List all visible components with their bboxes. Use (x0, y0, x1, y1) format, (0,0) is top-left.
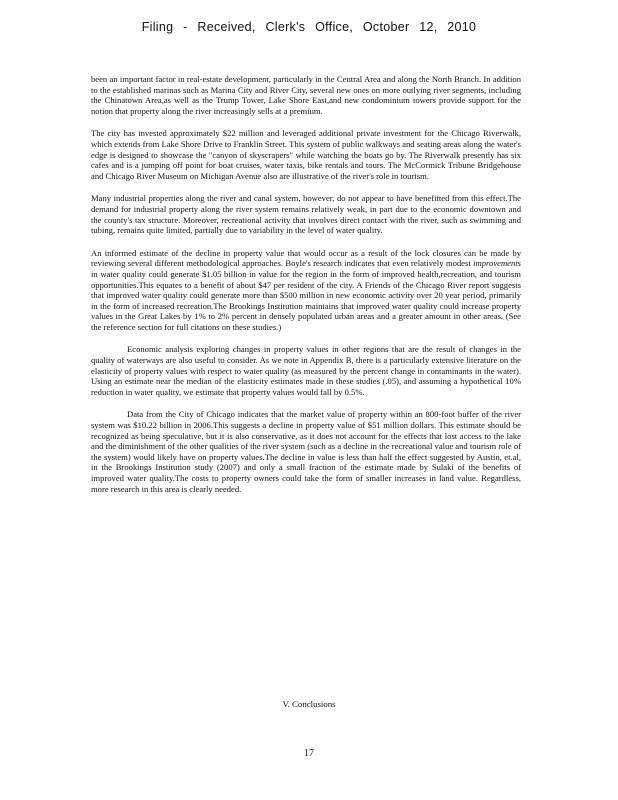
page-number: 17 (304, 748, 314, 759)
paragraph-industrial-properties: Many industrial properties along the river and canal system, however, do not appear to have benefitted from this effect.The demand for industrial property along the river system remains relatively weak, in part due to the economic downtown and the county's tax structure. Moreover, recreational activity that involves direct contact with the river, such as swimming and tubing, remains quite limited, partially due to variability in the level of water quality. (91, 193, 521, 236)
paragraph-informed-estimate (91, 248, 521, 333)
paragraph-economic-analysis: Economic analysis exploring changes in property values in other regions that are the result of changes in the quality of waterways are also useful to consider. As we note in Appendix B, there is a particularly extensive literature on the elasticity of property values with respect to water quality (as measured by the percent change in contaminants in the water). Using an estimate near the median of the elasticity estimates made in these studies (.05), and assuming a hypothetical 10% reduction in water quality, we estimate that property values would fall by 0.5%. (91, 344, 521, 397)
document-body (91, 74, 521, 506)
filing-header: Filing - Received, Clerk's Office, October 12, 2010 (141, 20, 477, 34)
paragraph-city-data: Data from the City of Chicago indicates that the market value of property within an 800-foot buffer of the river system was $10.22 billion in 2006.This suggests a decline in property value of $51 million dollars. This estimate should be recognized as being speculative, but it is also conservative, as it does not account for the effects that lost access to the lake and the diminishment of the other qualities of the river system (such as a decline in the recreational value and tourism role of the system) would likely have on property values.The decline in value is less than half the effect suggested by Austin, et.al, in the Brookings Institution study (2007) and only a small fraction of the estimate made by Sulaki of the benefits of improved water quality.The costs to property owners could take the form of smaller increases in land value. Regardless, more research in this area is clearly needed. (91, 409, 521, 494)
paragraph-riverfront-development: been an important factor in real-estate development, particularly in the Central Area and along the North Branch. In addition to the established marinas such as Marina City and River City, several new ones on more outlying river segments, including the Chinatown Area,as well as the Trump Tower, Lake Shore East,and new condominium towers provide support for the notion that property along the river increasingly sells at a premium. (91, 74, 521, 116)
paragraph-informed-estimate-part2: in water quality could generate $1.05 billion in value for the region in the form of improved health,recreation, and tourism opportunities.This equates to a benefit of about $47 per resident of the city. A Friends of the Chicago River report suggests that improved water quality could generate more than $500 million in new economic activity over 20 year period, primarily in the form of increased recreation.The Brookings Institution maintains that improved water quality could increase property values in the Great Lakes by 1% to 2% percent in densely populated urban areas and a greater amount in other areas. (See the reference section for full citations on these studies.) (91, 268, 521, 332)
paragraph-riverwalk: The city has invested approximately $22 million and leveraged additional private investment for the Chicago Riverwalk, which extends from Lake Shore Drive to Franklin Street. This system of public walkways and seating areas along the water's edge is designed to showcase the "canyon of skyscrapers" while watching the boats go by. The Riverwalk presently has six cafes and is a jumping off point for boat cruises, water taxis, bike rentals and tours. The McCormick Tribune Bridgehouse and Chicago River Museum on Michigan Avenue also are illustrative of the river's role in tourism. (91, 128, 521, 181)
paragraph-informed-estimate-part1: An informed estimate of the decline in property value that would occur as a result of the lock closures can be made by reviewing several different methodological approaches. Boyle's research indicates that even relatively modest (91, 247, 521, 269)
emphasis-improvements: improvements (473, 258, 521, 269)
section-heading-conclusions: V. Conclusions (282, 699, 336, 709)
